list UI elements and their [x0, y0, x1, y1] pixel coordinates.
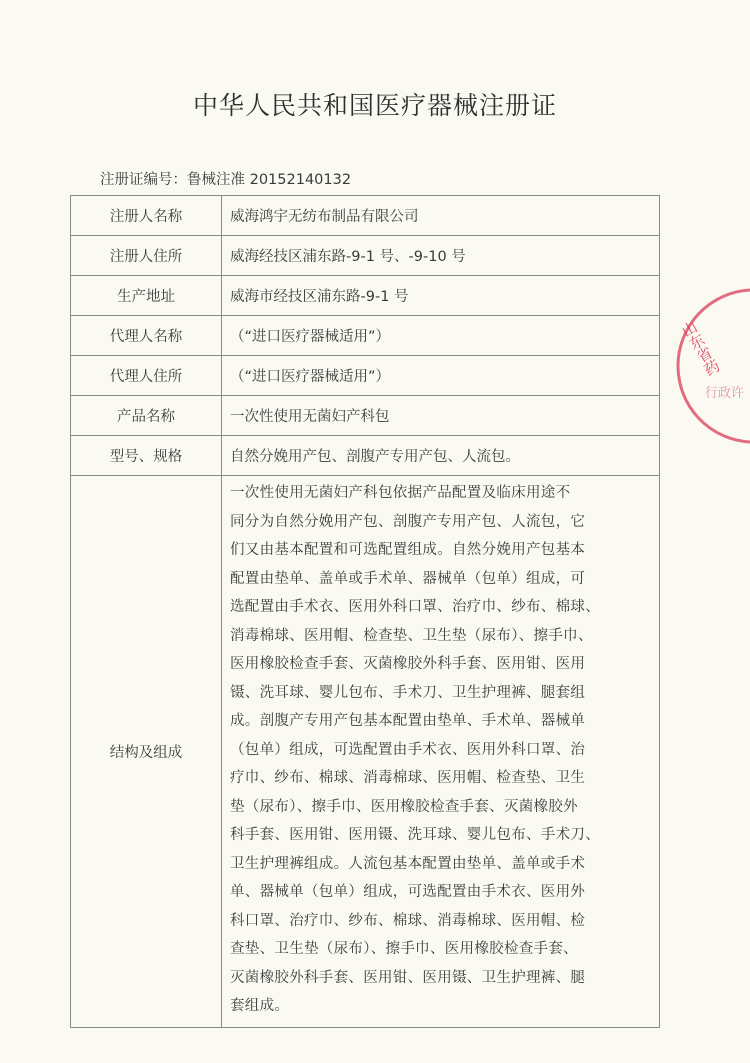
table-row	[71, 396, 660, 436]
row-value: （“进口医疗器械适用”）	[222, 356, 660, 396]
composition-line: 选配置由手术衣、医用外科口罩、治疗巾、纱布、棉球、	[230, 599, 600, 615]
composition-line: （包单）组成，可选配置由手术衣、医用外科口罩、治	[230, 741, 586, 758]
composition-line: 垫（尿布）、擦手巾、医用橡胶检查手套、灭菌橡胶外	[230, 798, 578, 815]
row-value: 威海经技区浦东路-9-1 号、-9-10 号	[222, 236, 660, 276]
composition-line: 们又由基本配置和可选配置组成。自然分娩用产包基本	[230, 542, 586, 558]
composition-line: 一次性使用无菌妇产科包依据产品配置及临床用途不	[230, 485, 571, 501]
composition-line: 疗巾、纱布、棉球、消毒棉球、医用帽、检查垫、卫生	[230, 770, 586, 786]
row-value: 一次性使用无菌妇产科包	[222, 396, 660, 436]
row-label: 代理人名称	[71, 316, 222, 356]
certificate-number: 注册证编号：鲁械注准 20152140132	[100, 172, 352, 188]
row-value: 威海鸿宇无纺布制品有限公司	[222, 196, 660, 236]
table-row-composition	[71, 476, 660, 1028]
composition-line: 医用橡胶检查手套、灭菌橡胶外科手套、医用钳、医用	[230, 656, 586, 672]
composition-text	[222, 476, 660, 1028]
row-value: （“进口医疗器械适用”）	[222, 316, 660, 356]
table-row	[71, 236, 660, 276]
composition-line: 镊、洗耳球、婴儿包布、手术刀、卫生护理裤、腿套组	[230, 684, 586, 701]
composition-line: 科手套、医用钳、医用镊、洗耳球、婴儿包布、手术刀、	[230, 827, 600, 843]
table-row	[71, 316, 660, 356]
table-row	[71, 436, 660, 476]
composition-line: 卫生护理裤组成。人流包基本配置由垫单、盖单或手术	[230, 855, 586, 872]
registration-table	[70, 195, 660, 1028]
composition-line: 消毒棉球、医用帽、检查垫、卫生垫（尿布）、擦手巾、	[230, 627, 593, 644]
table-row	[71, 276, 660, 316]
composition-line: 配置由垫单、盖单或手术单、器械单（包单）组成，可	[230, 570, 586, 587]
row-label: 注册人住所	[71, 236, 222, 276]
row-label: 代理人住所	[71, 356, 222, 396]
seal-text-2: 行政许	[705, 386, 745, 401]
document-title: 中华人民共和国医疗器械注册证	[192, 91, 557, 120]
row-label: 产品名称	[71, 396, 222, 436]
composition-line: 成。剖腹产专用产包基本配置由垫单、手术单、器械单	[230, 713, 586, 729]
row-label: 注册人名称	[71, 196, 222, 236]
table-row	[71, 196, 660, 236]
table-row	[71, 356, 660, 396]
composition-line: 查垫、卫生垫（尿布）、擦手巾、医用橡胶检查手套、	[230, 941, 578, 957]
composition-line: 同分为自然分娩用产包、剖腹产专用产包、人流包，它	[230, 513, 586, 530]
composition-line: 科口罩、治疗巾、纱布、棉球、消毒棉球、医用帽、检	[230, 912, 586, 929]
composition-line: 套组成。	[230, 998, 290, 1014]
row-label: 生产地址	[71, 276, 222, 316]
composition-line: 灭菌橡胶外科手套、医用钳、医用镊、卫生护理裤、腿	[230, 969, 586, 986]
row-value: 自然分娩用产包、剖腹产专用产包、人流包。	[222, 436, 660, 476]
seal-text: 山东省药	[677, 317, 723, 379]
row-label: 型号、规格	[71, 436, 222, 476]
row-label: 结构及组成	[71, 476, 222, 1028]
composition-line: 单、器械单（包单）组成，可选配置由手术衣、医用外	[230, 884, 586, 900]
row-value: 威海市经技区浦东路-9-1 号	[222, 276, 660, 316]
